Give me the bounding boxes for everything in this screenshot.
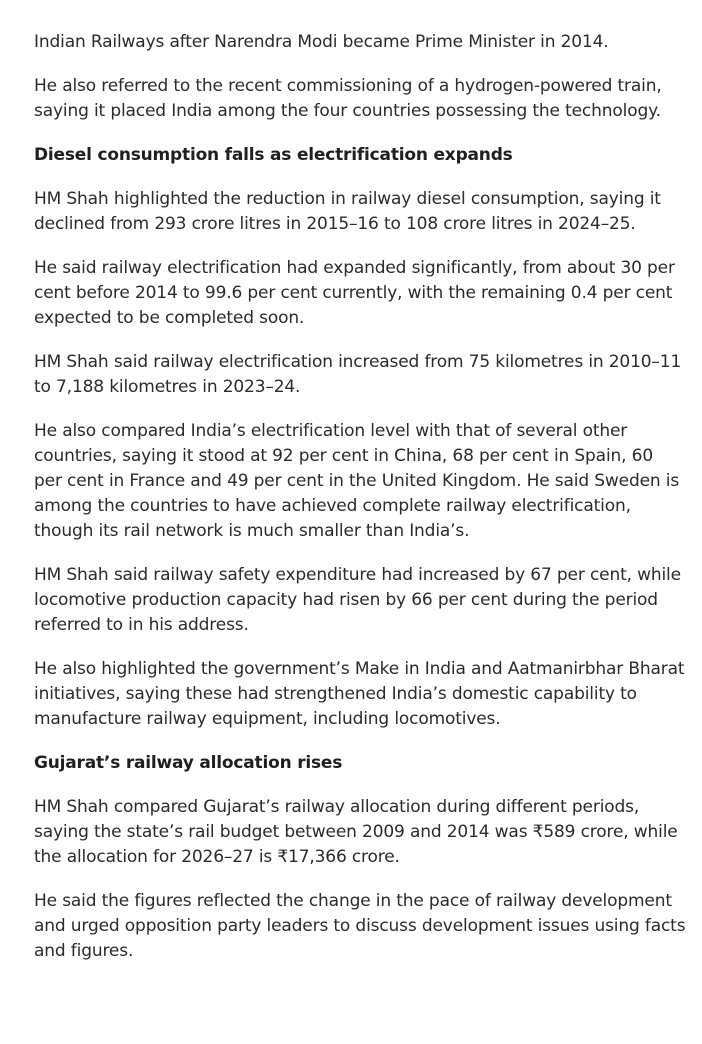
paragraph-gujarat-allocation: HM Shah compared Gujarat’s railway allocation during different periods, saying the state’s rail budget between 2009 and 2014 was ₹589 crore, while the allocation for 2026–27 is ₹17,366 crore.: [34, 797, 678, 867]
paragraph-make-in-india: He also highlighted the government’s Make in India and Aatmanirbhar Bharat initiatives, saying these had strengthened India’s domestic capability to manufacture railway equipment, including locomotives.: [34, 659, 685, 729]
paragraph-intro-end: Indian Railways after Narendra Modi became Prime Minister in 2014.: [34, 32, 609, 52]
paragraph-country-comparison: He also compared India’s electrification level with that of several other countries, saying it stood at 92 per cent in China, 68 per cent in Spain, 60 per cent in France and 49 per cent in the United Kingdom. He said Sweden is among the countries to have achieved complete railway electrification, though its rail network is much smaller than India’s.: [34, 421, 680, 541]
paragraph-electrification-km: HM Shah said railway electrification increased from 75 kilometres in 2010–11 to 7,188 kilometres in 2023–24.: [34, 352, 682, 397]
article-body: [34, 30, 686, 983]
section-heading-gujarat: Gujarat’s railway allocation rises: [34, 753, 343, 773]
section-heading-diesel: Diesel consumption falls as electrification expands: [34, 145, 513, 165]
paragraph-safety-expenditure: HM Shah said railway safety expenditure had increased by 67 per cent, while locomotive production capacity had risen by 66 per cent during the period referred to in his address.: [34, 565, 681, 635]
paragraph-electrification-percent: He said railway electrification had expanded significantly, from about 30 per cent before 2014 to 99.6 per cent currently, with the remaining 0.4 per cent expected to be completed soon.: [34, 258, 675, 328]
paragraph-hydrogen-train: He also referred to the recent commissioning of a hydrogen-powered train, saying it placed India among the four countries possessing the technology.: [34, 76, 662, 121]
paragraph-diesel-consumption: HM Shah highlighted the reduction in railway diesel consumption, saying it declined from 293 crore litres in 2015–16 to 108 crore litres in 2024–25.: [34, 189, 661, 234]
paragraph-closing: He said the figures reflected the change in the pace of railway development and urged opposition party leaders to discuss development issues using facts and figures.: [34, 891, 686, 961]
